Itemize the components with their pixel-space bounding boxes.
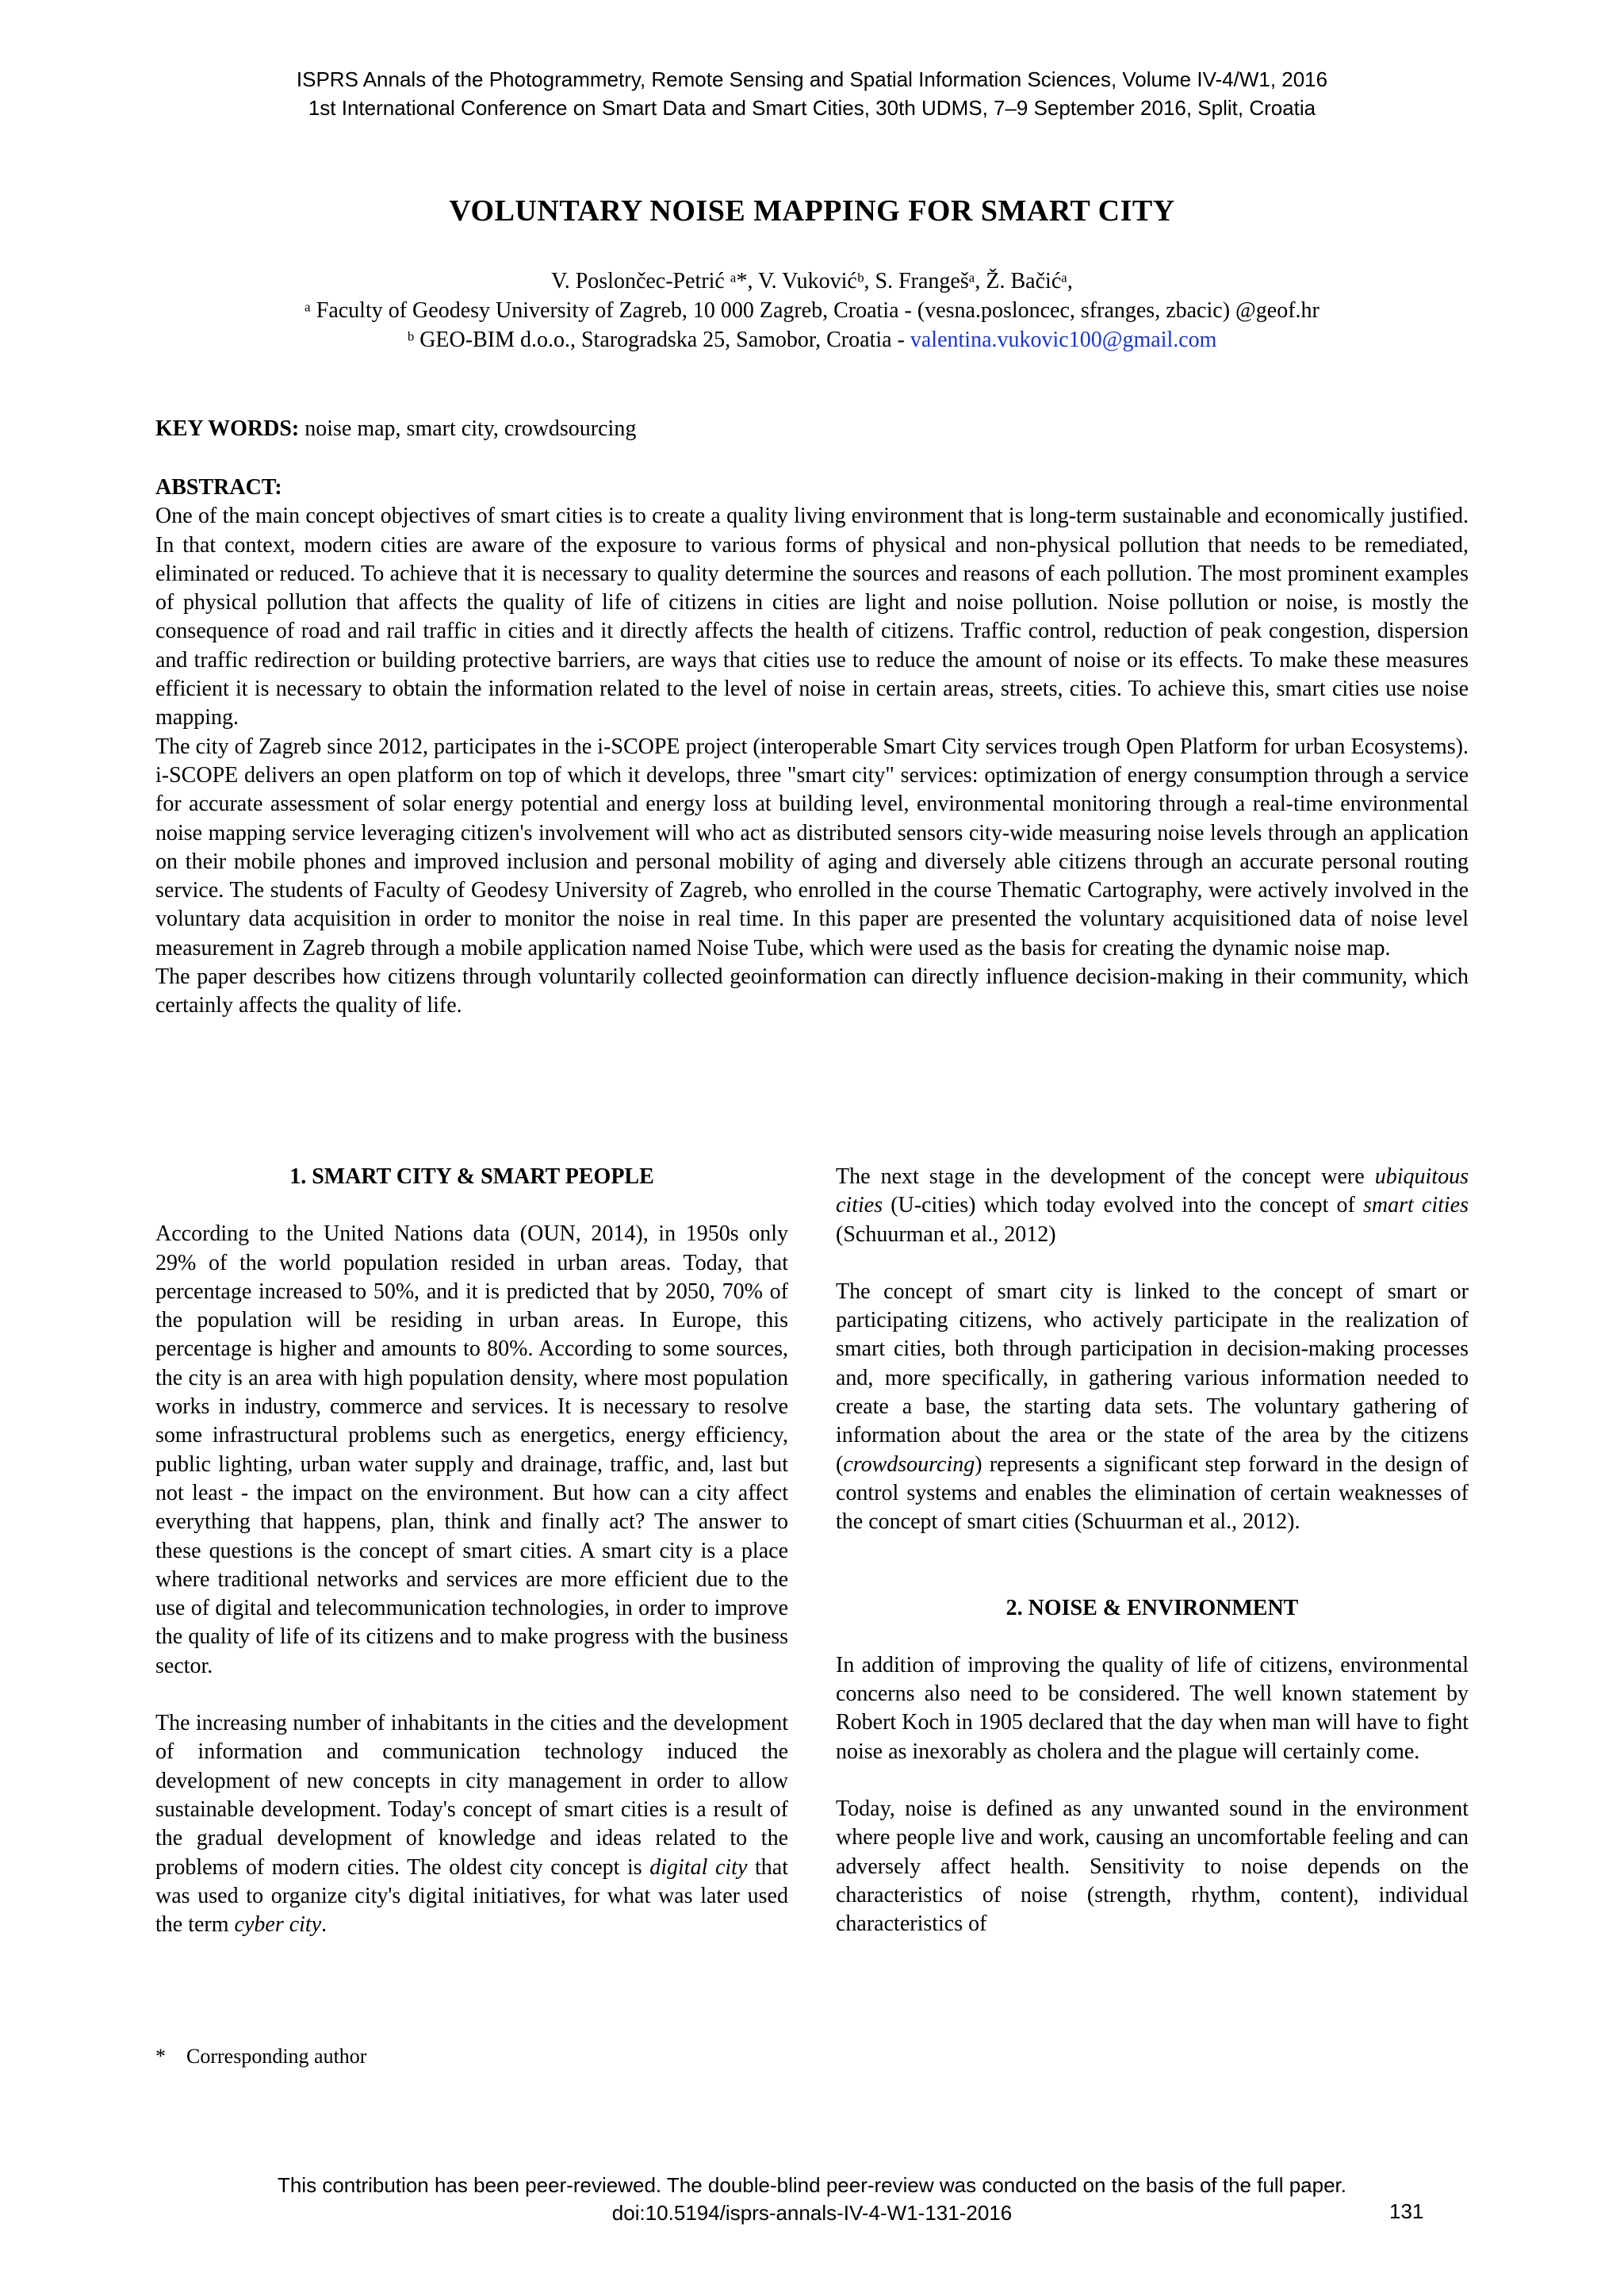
text-run: (Schuurman et al., 2012) [836, 1221, 1056, 1247]
section-2-heading: 2. NOISE & ENVIRONMENT [1005, 1595, 1299, 1620]
page-footer [0, 2172, 1624, 2227]
left-column [155, 1163, 788, 1939]
emphasis-crowdsourcing: crowdsourcing [843, 1451, 975, 1477]
section-2-paragraph-1: In addition of improving the quality of life of citizens, environmental concerns also need to be considered. The well known statement by Robert Koch in 1905 declared that the day when man will have to fight noise as inexorably as cholera and the plague will certainly come. [836, 1652, 1469, 1764]
section-2-paragraph-2: Today, noise is defined as any unwanted sound in the environment where people live and work, causing an uncomfortable feeling and can adversely affect health. Sensitivity to noise depends on the characteristics of noise (strength, rhythm, content), individual characteristics of [836, 1796, 1469, 1937]
running-header [0, 65, 1624, 122]
right-column [836, 1163, 1469, 1939]
keywords-text: noise map, smart city, crowdsourcing [299, 416, 637, 441]
abstract-paragraph-1: One of the main concept objectives of smart cities is to create a quality living environment that is long-term sustainable and economically justified. In that context, modern cities are aware of the exposure to various forms of physical and non-physical pollution that needs to be remediated, eliminated or reduced. To achieve that it is necessary to quality determine the sources and reasons of each pollution. The most prominent examples of physical pollution that affects the quality of life of citizens in cities are light and noise pollution. Noise pollution or noise, is mostly the consequence of road and rail traffic in cities and it directly affects the health of citizens. Traffic control, reduction of peak congestion, dispersion and traffic redirection or building protective barriers, are ways that cities use to reduce the amount of noise or its effects. To make these measures efficient it is necessary to obtain the information related to the level of noise in certain areas, streets, cities. To achieve this, smart cities use noise mapping. [155, 504, 1469, 730]
abstract-paragraph-3: The paper describes how citizens through voluntarily collected geoinformation can directly influence decision-making in their community, which certainly affects the quality of life. [155, 964, 1469, 1018]
section-1-paragraph-1: According to the United Nations data (OUN, 2014), in 1950s only 29% of the world population resided in urban areas. Today, that percentage increased to 50%, and it is predicted that by 2050, 70% of the population will be residing in urban areas. In Europe, this percentage is higher and amounts to 80%. According to some sources, the city is an area with high population density, where most population works in industry, commerce and services. It is necessary to resolve some infrastructural problems such as energetics, energy efficiency, public lighting, urban water supply and drainage, traffic, and, last but not least - the impact on the environment. But how can a city affect everything that happens, plan, think and finally act? The answer to these questions is the concept of smart cities. A smart city is a place where traditional networks and services are more efficient due to the use of digital and telecommunication technologies, in order to improve the quality of life of its citizens and to make progress with the business sector. [155, 1221, 788, 1678]
page-number: 131 [1389, 2199, 1424, 2223]
abstract-heading: ABSTRACT: [155, 475, 282, 500]
text-run: The increasing number of inhabitants in the cities and the development of information and communication technology induced the development of new concepts in city management in order to allow sustainable development. Today's concept of smart cities is a result of the gradual development of knowledge and ideas related to the problems of modern cities. The oldest city concept is [155, 1711, 788, 1880]
section-1-paragraph-2 [155, 1709, 788, 1939]
emphasis-ubiquitous-cities: ubiquitous cities [836, 1164, 1469, 1218]
emphasis-smart-cities: smart cities [1362, 1193, 1469, 1218]
emphasis-digital-city: digital city [649, 1854, 748, 1880]
author-block [0, 266, 1624, 355]
text-run: that was used to organize city's digital initiatives, for what was later used the term [155, 1854, 788, 1938]
section-1-paragraph-4 [836, 1278, 1469, 1537]
text-run: The next stage in the development of the concept were [836, 1164, 1375, 1189]
affiliation-a: ᵃ Faculty of Geodesy University of Zagreb, 10 000 Zagreb, Croatia - (vesna.posloncec, sfranges, zbacic) @geof.hr [304, 298, 1320, 323]
section-1-paragraph-3 [836, 1163, 1469, 1249]
affiliation-b-text: ᵇ GEO-BIM d.o.o., Starogradska 25, Samobor, Croatia - [407, 328, 910, 352]
author-names: V. Poslončec-Petrić ᵃ*, V. Vukovićᵇ, S. Frangešᵃ, Ž. Bačićᵃ, [551, 269, 1073, 293]
text-run: ) represents a significant step forward in the design of control systems and enables the elimination of certain weaknesses of the concept of smart cities (Schuurman et al., 2012). [836, 1451, 1469, 1535]
paper-title: VOLUNTARY NOISE MAPPING FOR SMART CITY [449, 194, 1175, 228]
section-1-heading: 1. SMART CITY & SMART PEOPLE [289, 1164, 654, 1189]
abstract-paragraph-2: The city of Zagreb since 2012, participates in the i-SCOPE project (interoperable Smart City services trough Open Platform for urban Ecosystems). i-SCOPE delivers an open platform on top of which it develops, three "smart city" services: optimization of energy consumption through a service for accurate assessment of solar energy potential and energy loss at building level, environmental monitoring through a real-time environmental noise mapping service leveraging citizen's involvement will who act as distributed sensors city-wide measuring noise levels through an application on their mobile phones and improved inclusion and personal mobility of aging and diversely able citizens through an accurate personal routing service. The students of Faculty of Geodesy University of Zagreb, who enrolled in the course Thematic Cartography, were actively involved in the voluntary data acquisition in order to monitor the noise in real time. In this paper are presented the voluntary acquisitioned data of noise level measurement in Zagreb through a mobile application named Noise Tube, which were used as the basis for creating the dynamic noise map. [155, 734, 1469, 960]
emphasis-cyber-city: cyber city [234, 1912, 322, 1938]
text-run: The concept of smart city is linked to the concept of smart or participating citizens, who actively participate in the realization of smart cities, both through participation in decision-making processes and, more specifically, in gathering various information needed to create a base, the starting data sets. The voluntary gathering of information about the area or the state of the area by the citizens ( [836, 1279, 1469, 1477]
abstract [155, 474, 1469, 1021]
keywords-line [155, 416, 1469, 442]
peer-review-note: This contribution has been peer-reviewed. The double-blind peer-review was conducted on the basis of the full paper. [277, 2173, 1346, 2197]
text-run: (U-cities) which today evolved into the concept of [883, 1193, 1363, 1218]
author-email-link[interactable]: valentina.vukovic100@gmail.com [910, 328, 1217, 352]
affiliation-b [0, 325, 1624, 355]
header-journal-line: ISPRS Annals of the Photogrammetry, Remote Sensing and Spatial Information Sciences, Volume IV-4/W1, 2016 [296, 67, 1328, 91]
keywords-label: KEY WORDS: [155, 416, 300, 441]
doi-line: doi:10.5194/isprs-annals-IV-4-W1-131-2016 [611, 2201, 1013, 2225]
header-conference-line: 1st International Conference on Smart Data and Smart Cities, 30th UDMS, 7–9 September 2016, Split, Croatia [308, 96, 1316, 120]
text-run: . [321, 1912, 327, 1938]
footnote: * Corresponding author [155, 2045, 367, 2068]
